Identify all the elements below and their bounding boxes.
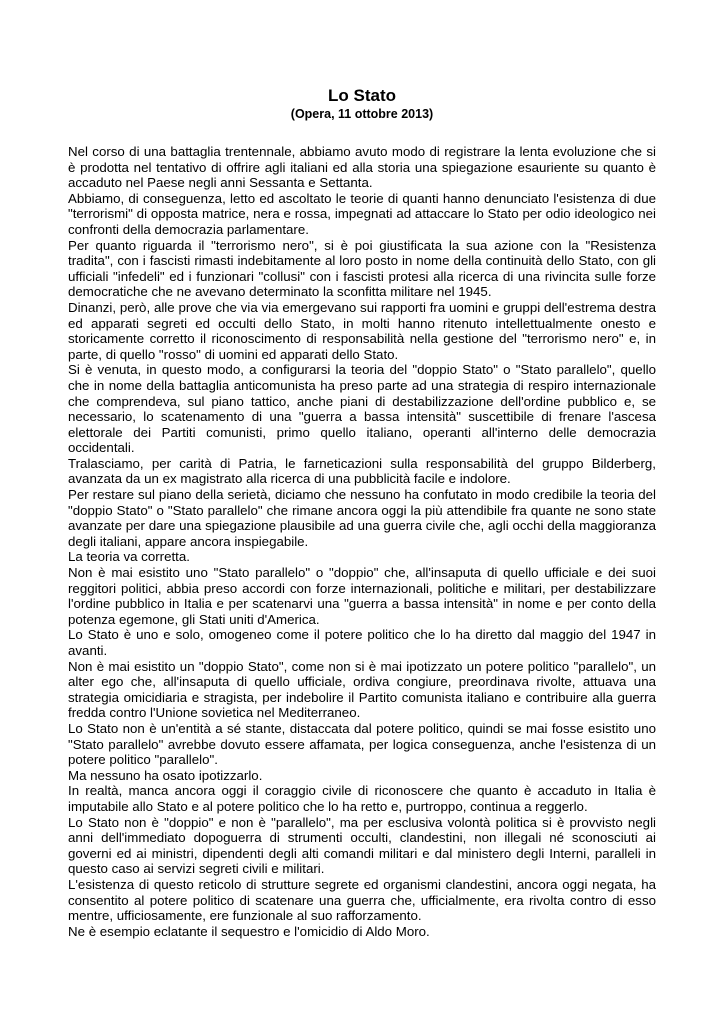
paragraph: Si è venuta, in questo modo, a configurarsi la teoria del "doppio Stato" o "Stato parallelo", quello che in nome della battaglia anticomunista ha preso parte ad una strategia di respiro internazionale che comprendeva, sul piano tattico, anche piani di destabilizzazione dell'ordine pubblico e, se necessario, lo scatenamento di una "guerra a bassa intensità" suscettibile di frenare l'ascesa elettorale dei Partiti comunisti, primo quello italiano, operanti all'interno delle democrazia occidentali. xyxy=(68,362,656,456)
paragraph: Lo Stato non è un'entità a sé stante, distaccata dal potere politico, quindi se mai fosse esistito uno "Stato parallelo" avrebbe dovuto essere affamata, per logica conseguenza, anche l'esistenza di un potere politico "parallelo". xyxy=(68,720,656,768)
paragraph: Nel corso di una battaglia trentennale, abbiamo avuto modo di registrare la lenta evoluzione che si è prodotta nel tentativo di offrire agli italiani ed alla storia una spiegazione esauriente su quanto è accaduto nel Paese negli anni Sessanta e Settanta. xyxy=(68,144,656,191)
paragraph: L'esistenza di questo reticolo di strutture segrete ed organismi clandestini, ancora oggi negata, ha consentito al potere politico di scatenare una guerra che, ufficialmente, era rivolta contro di esso mentre, ufficiosamente, ere funzionale al suo rafforzamento. xyxy=(68,876,656,924)
document-title: Lo Stato xyxy=(328,86,396,105)
paragraph: In realtà, manca ancora oggi il coraggio civile di riconoscere che quanto è accaduto in Italia è imputabile allo Stato e al potere politico che lo ha retto e, purtroppo, continua a reggerlo. xyxy=(68,783,656,814)
paragraph: Non è mai esistito un "doppio Stato", come non si è mai ipotizzato un potere politico "parallelo", un alter ego che, all'insaputa di quello ufficiale, ordiva congiure, preordinava rivolte, attuava una strategia omicidiaria e stragista, per indebolire il Partito comunista italiano e contribuire alla guerra fredda contro l'Unione sovietica nel Mediterraneo. xyxy=(68,658,656,721)
document-subtitle: (Opera, 11 ottobre 2013) xyxy=(290,107,434,121)
paragraph: La teoria va corretta. xyxy=(68,549,190,565)
paragraph: Lo Stato non è "doppio" e non è "parallelo", ma per esclusiva volontà politica si è provvisto negli anni dell'immediato dopoguerra di strumenti occulti, clandestini, non illegali né sconosciuti ai governi ed ai ministri, dipendenti degli alti comandi militari e dal ministero degli Interni, paralleli in questo caso ai servizi segreti civili e militari. xyxy=(68,814,656,877)
document-body xyxy=(68,144,656,939)
paragraph: Non è mai esistito uno "Stato parallelo" o "doppio" che, all'insaputa di quello ufficiale e dei suoi reggitori politici, abbia preso accordi con forze internazionali, politiche e militari, per destabilizzare l'ordine pubblico in Italia e per scatenarvi una "guerra a bassa intensità" in nome e per conto della potenza egemone, gli Stati uniti d'America. xyxy=(68,565,656,627)
paragraph: Ne è esempio eclatante il sequestro e l'omicidio di Aldo Moro. xyxy=(68,923,430,939)
paragraph: Per quanto riguarda il "terrorismo nero", si è poi giustificata la sua azione con la "Resistenza tradita", con i fascisti rimasti indebitamente al loro posto in nome della continuità dello Stato, con gli ufficiali "infedeli" ed i funzionari "collusi" con i fascisti protesi alla ricerca di una rivincita sulle forze democratiche che ne avevano determinato la sconfitta militare nel 1945. xyxy=(68,237,656,300)
paragraph: Per restare sul piano della serietà, diciamo che nessuno ha confutato in modo credibile la teoria del "doppio Stato" o "Stato parallelo" che rimane ancora oggi la più attendibile fra quante ne sono state avanzate per dare una spiegazione plausibile ad una guerra civile che, agli occhi della maggioranza degli italiani, appare ancora inspiegabile. xyxy=(68,487,656,549)
paragraph: Ma nessuno ha osato ipotizzarlo. xyxy=(68,767,263,783)
paragraph: Tralasciamo, per carità di Patria, le farneticazioni sulla responsabilità del gruppo Bilderberg, avanzata da un ex magistrato alla ricerca di una pubblicità facile e indolore. xyxy=(68,455,656,487)
paragraph: Abbiamo, di conseguenza, letto ed ascoltato le teorie di quanti hanno denunciato l'esistenza di due "terrorismi" di opposta matrice, nera e rossa, impegnati ad attaccare lo Stato per odio ideologico nei confronti della democrazia parlamentare. xyxy=(68,190,656,237)
paragraph: Dinanzi, però, alle prove che via via emergevano sui rapporti fra uomini e gruppi dell'estrema destra ed apparati segreti ed occulti dello Stato, in molti hanno ritenuto intellettualmente onesto e storicamente corretto il riconoscimento di responsabilità nella gestione del "terrorismo nero" e, in parte, di quello "rosso" di uomini ed apparati dello Stato. xyxy=(68,299,656,362)
paragraph: Lo Stato è uno e solo, omogeneo come il potere politico che lo ha diretto dal maggio del 1947 in avanti. xyxy=(68,627,656,658)
